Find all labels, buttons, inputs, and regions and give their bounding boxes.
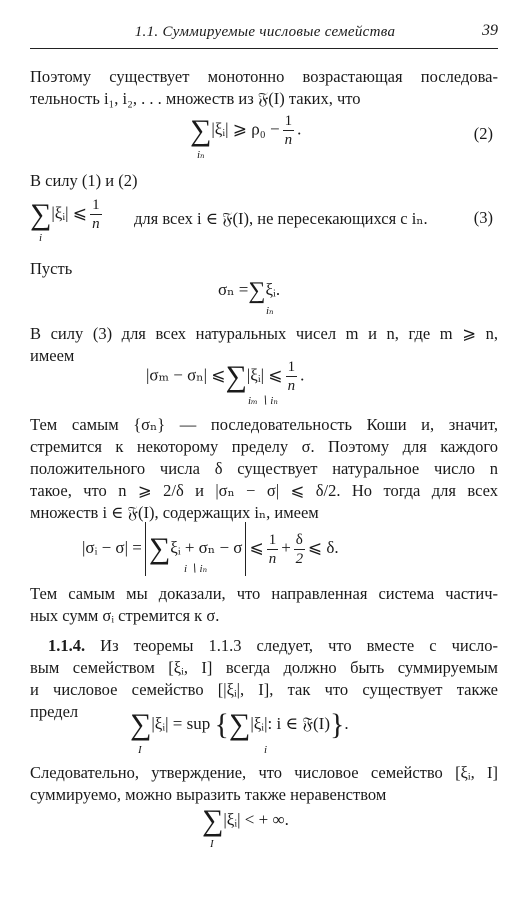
paragraph-line: Тем самым мы доказали, что направленная система частич-	[30, 584, 498, 603]
sum-subscript: i ∖ iₙ	[184, 563, 208, 575]
section-title: 1.1. Суммируемые числовые семейства	[134, 24, 396, 40]
sum-symbol: ∑	[30, 197, 52, 231]
fraction: $\frac{1}{n}$	[92, 197, 100, 232]
paragraph-line: Тем самым {σₙ} — последовательность Коши и, значит,	[30, 415, 498, 434]
paragraph-line: имеем	[30, 346, 75, 365]
paragraph-line: 1.1.4. Из теоремы 1.1.3 следует, что вместе с число-	[48, 636, 498, 655]
sum-subscript: I	[138, 744, 142, 756]
brace: {	[214, 708, 229, 741]
paragraph-line: суммируемо, можно выразить также неравенством	[30, 785, 387, 804]
sum-subscript: iₘ ∖ iₙ	[248, 395, 278, 407]
fraction: $\frac{1}{n}$	[284, 113, 293, 148]
paragraph-line: и числовое семейство [|ξᵢ|, I], так что существует также	[30, 680, 498, 699]
brace: }	[330, 708, 345, 741]
abs-bar	[145, 522, 146, 576]
paragraph-line: предел	[30, 702, 79, 721]
limit-estimate: |σᵢ − σ| = ∑ξᵢ + σₙ − σ ⩽ $\frac{1}{n}$ + $\frac{\delta}{2}$ ⩽ δ.	[82, 522, 339, 576]
header-rule	[30, 48, 498, 49]
sum-subscript: iₙ	[266, 305, 274, 317]
running-header	[30, 22, 500, 46]
sum-symbol: ∑	[148, 532, 171, 565]
paragraph-line: Поэтому существует монотонно возрастающая последова-	[30, 67, 498, 86]
paragraph-line: В силу (1) и (2)	[30, 171, 138, 190]
sum-symbol: ∑	[130, 708, 152, 741]
sum-subscript: i	[39, 232, 43, 244]
paragraph-line: Пусть	[30, 259, 73, 278]
fraction: $\frac{1}{n}$	[268, 531, 277, 567]
sup-formula: ∑|ξᵢ| = sup {∑|ξᵢ|: i ∈ 𝔉(I)}.	[130, 708, 349, 741]
sigma-definition: σₙ =∑ξᵢ.	[218, 278, 281, 304]
sum-symbol: ∑	[228, 708, 251, 741]
paragraph-line: Следовательно, утверждение, что числовое семейство [ξᵢ, I]	[30, 763, 498, 782]
page-number: 39	[482, 22, 498, 39]
equation-number: (2)	[473, 124, 493, 143]
fraction: $\frac{\delta}{2}$	[295, 531, 304, 567]
sum-subscript: I	[210, 838, 214, 850]
sum-symbol: ∑	[248, 278, 266, 304]
paragraph-line: В силу (3) для всех натуральных чисел m и n, где m ⩾ n,	[30, 324, 498, 343]
section-label: 1.1.4.	[48, 636, 86, 655]
paragraph-line: тельность i₁, i₂, . . . множеств из 𝔉(I) таких, что	[30, 89, 361, 108]
paragraph-line: множеств i ∈ 𝔉(I), содержащих iₙ, имеем	[30, 503, 319, 522]
paragraph-line: стремится к некоторому пределу σ. Поэтому для каждого	[30, 437, 498, 456]
paragraph-line: ных сумм σᵢ стремится к σ.	[30, 606, 220, 625]
equation-3: ∑|ξᵢ| ⩽ $\frac{1}{n}$	[30, 197, 100, 232]
equation-2: ∑|ξᵢ| ⩾ ρ₀ − $\frac{1}{n}$ .	[190, 113, 302, 148]
paragraph-line: положительного числа δ существует натуральное число n	[30, 459, 498, 478]
equation-number: (3)	[473, 208, 493, 227]
sum-subscript: i	[264, 744, 268, 756]
paragraph-line: вым семейством [ξᵢ, I] всегда должно быть суммируемым	[30, 658, 498, 677]
fraction: $\frac{1}{n}$	[287, 359, 296, 394]
paragraph-line: для всех i ∈ 𝔉(I), не пересекающихся с iₙ.	[134, 209, 428, 228]
abs-bar	[245, 522, 246, 576]
sum-symbol: ∑	[225, 359, 247, 393]
final-inequality: ∑|ξᵢ| < + ∞.	[202, 804, 289, 837]
sum-subscript: iₙ	[197, 149, 205, 161]
paragraph-line: такое, что n ⩾ 2/δ и |σₙ − σ| ⩽ δ/2. Но тогда для всех	[30, 481, 498, 500]
sum-symbol: ∑	[190, 113, 212, 147]
sum-symbol: ∑	[202, 804, 224, 837]
cauchy-estimate: |σₘ − σₙ| ⩽∑|ξᵢ| ⩽ $\frac{1}{n}$ .	[146, 359, 305, 394]
